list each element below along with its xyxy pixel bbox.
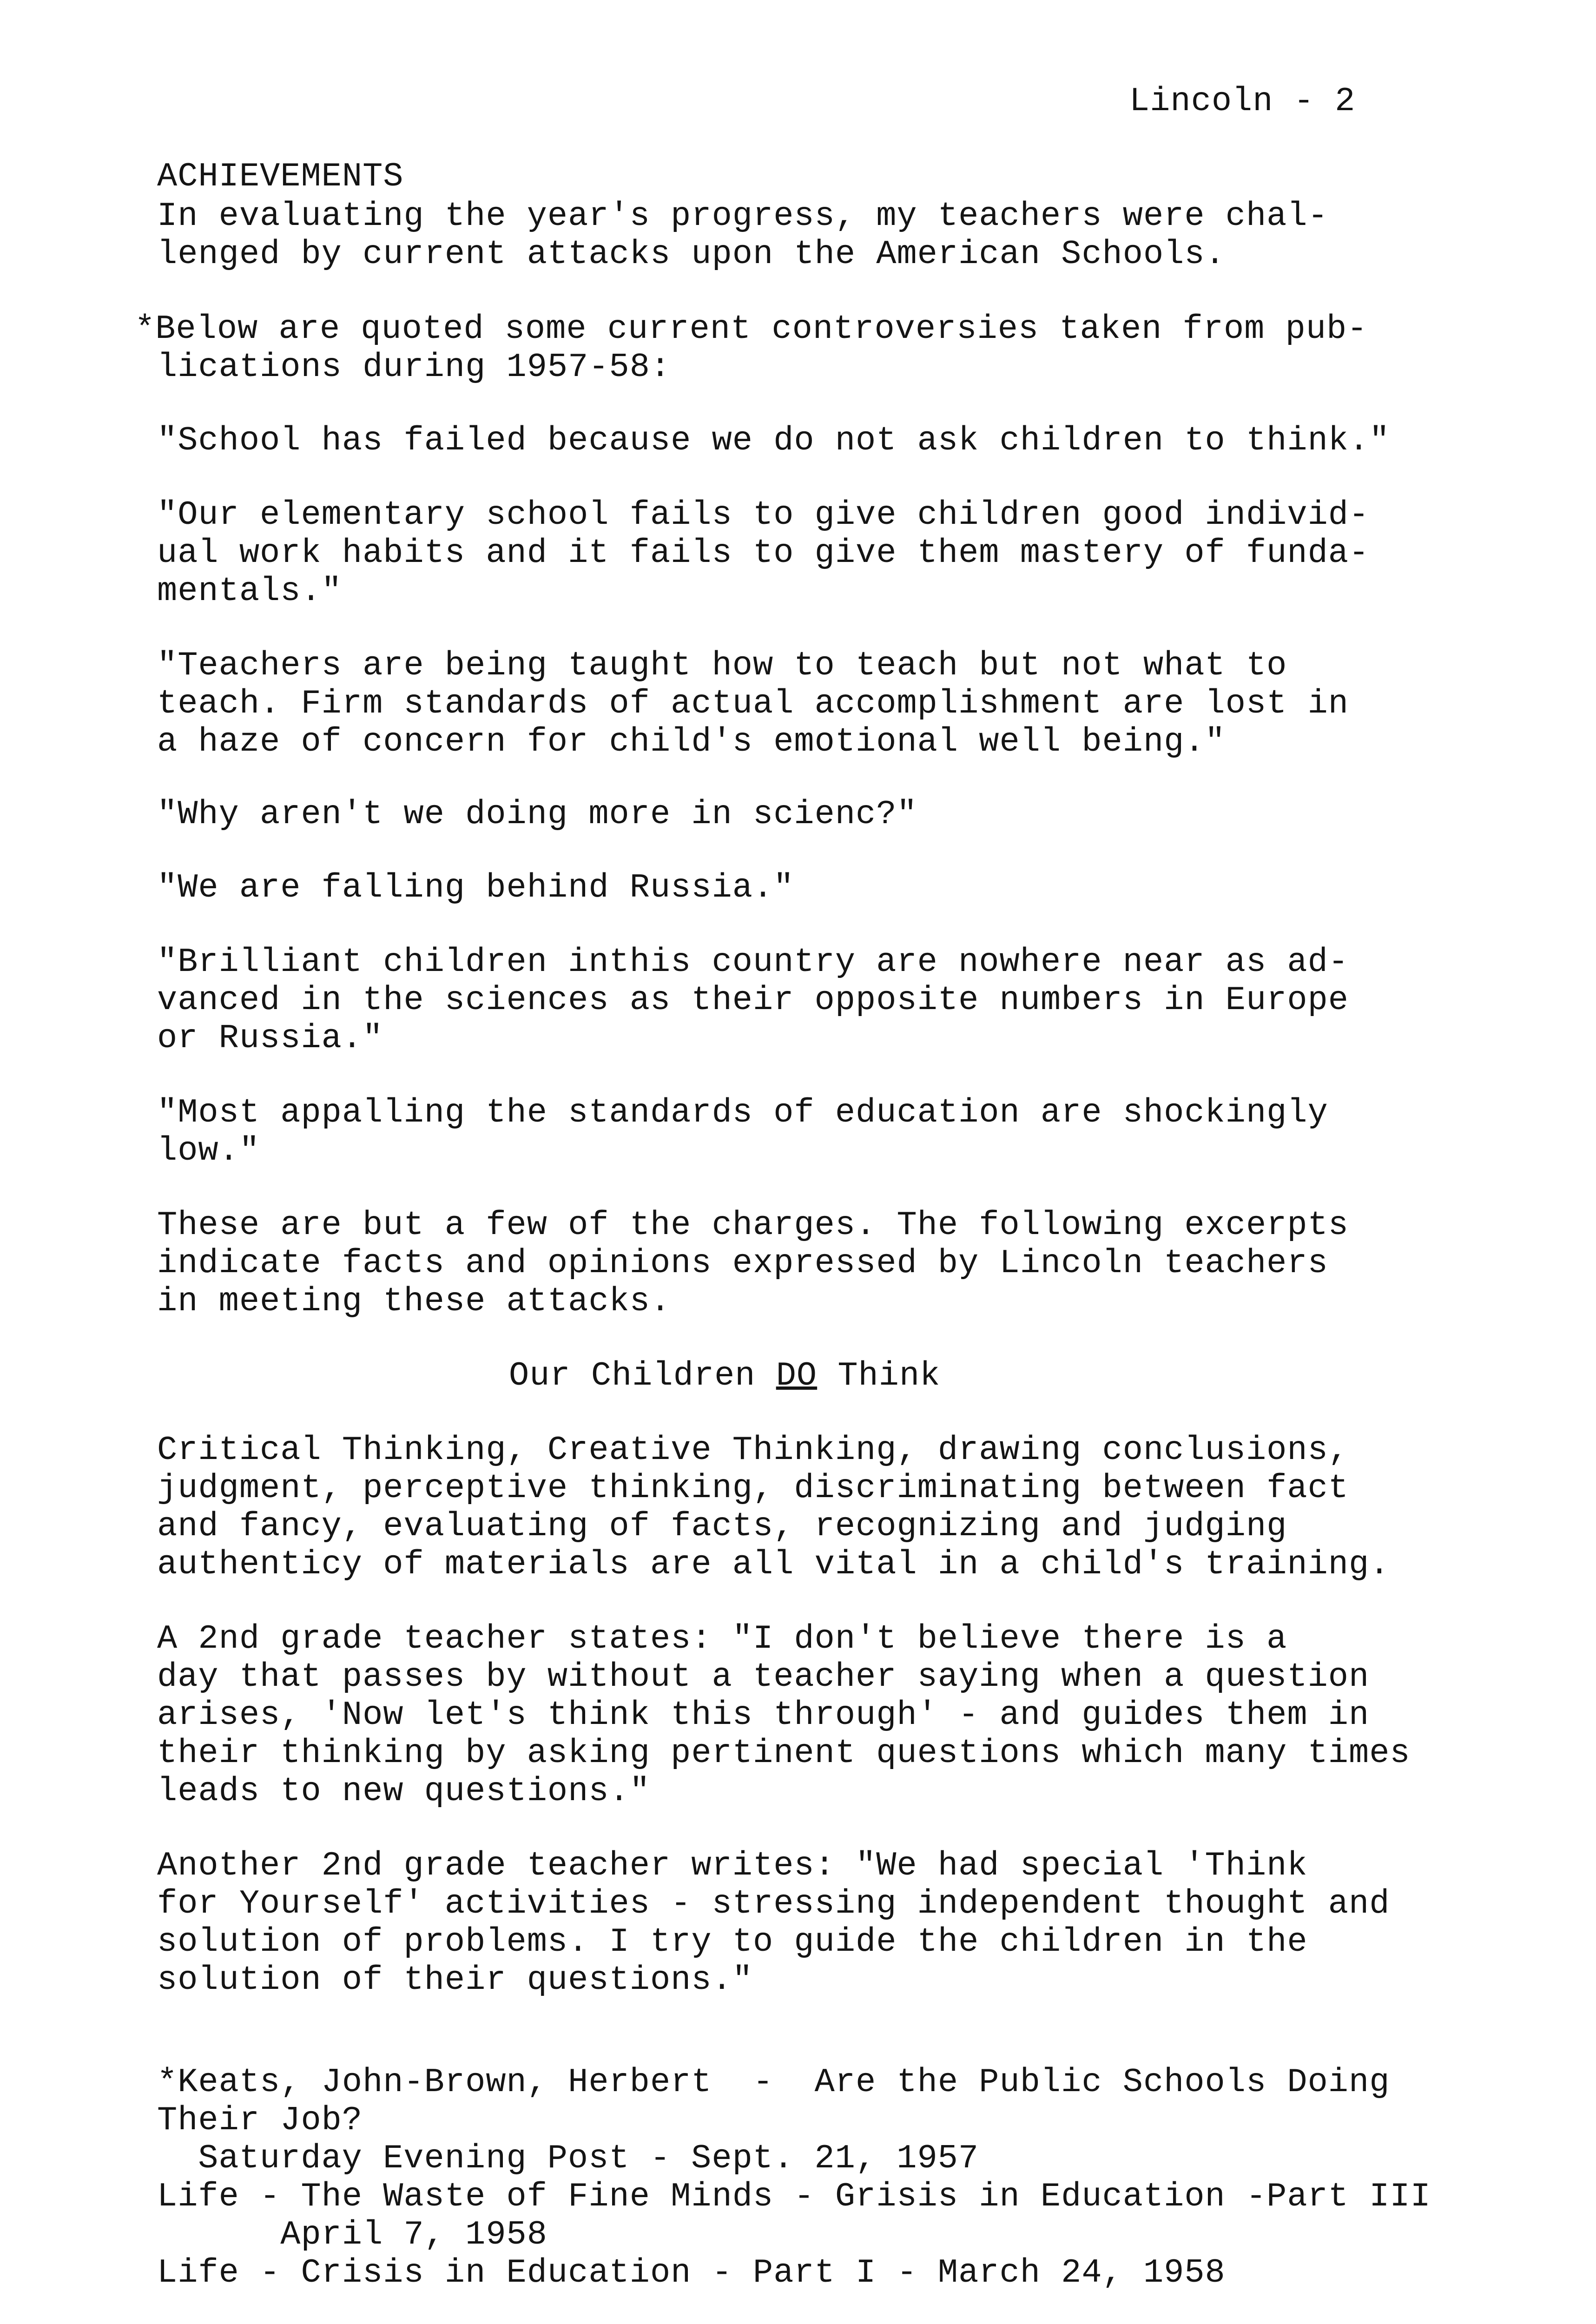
text-line: Another 2nd grade teacher writes: "We had special 'Think <box>157 1847 1308 1885</box>
footnote-line: Life - Crisis in Education - Part I - March 24, 1958 <box>157 2254 1226 2292</box>
text-line: teach. Firm standards of actual accomplishment are lost in <box>157 685 1349 723</box>
text-line: These are but a few of the charges. The following excerpts <box>157 1206 1349 1244</box>
text-line: or Russia." <box>157 1019 383 1057</box>
subheading <box>509 1357 940 1394</box>
text-line: In evaluating the year's progress, my teachers were chal- <box>157 197 1328 235</box>
text-line: in meeting these attacks. <box>157 1282 671 1320</box>
text-line: "Our elementary school fails to give children good individ- <box>157 496 1370 534</box>
text-line: "We are falling behind Russia." <box>157 869 794 907</box>
text-line: authenticy of materials are all vital in a child's training. <box>157 1545 1390 1584</box>
text-line: vanced in the sciences as their opposite numbers in Europe <box>157 981 1349 1019</box>
text-line: their thinking by asking pertinent questions which many times <box>157 1734 1411 1772</box>
text-line: "School has failed because we do not ask children to think." <box>157 422 1390 460</box>
text-line: a haze of concern for child's emotional well being." <box>157 723 1226 761</box>
footnote-line: *Keats, John-Brown, Herbert - Are the Public Schools Doing <box>157 2063 1390 2101</box>
text-line: solution of their questions." <box>157 1961 753 1999</box>
text-line: and fancy, evaluating of facts, recognizing and judging <box>157 1507 1287 1545</box>
text-line: day that passes by without a teacher saying when a question <box>157 1658 1370 1696</box>
footnote-line: Life - The Waste of Fine Minds - Grisis in Education -Part III <box>157 2178 1431 2216</box>
text-line: "Why aren't we doing more in scienc?" <box>157 795 917 833</box>
text-line: arises, 'Now let's think this through' - and guides them in <box>157 1696 1370 1734</box>
text-line: lications during 1957-58: <box>157 348 671 386</box>
text-line: Critical Thinking, Creative Thinking, drawing conclusions, <box>157 1431 1349 1469</box>
text-line: judgment, perceptive thinking, discriminating between fact <box>157 1469 1349 1507</box>
text-line: ual work habits and it fails to give them mastery of funda- <box>157 534 1370 572</box>
text-line: indicate facts and opinions expressed by Lincoln teachers <box>157 1244 1328 1282</box>
text-line: A 2nd grade teacher states: "I don't believe there is a <box>157 1620 1287 1658</box>
text-line: lenged by current attacks upon the American Schools. <box>157 235 1226 273</box>
text-line: "Most appalling the standards of education are shockingly <box>157 1094 1328 1132</box>
text-line: *Below are quoted some current controversies taken from pub- <box>135 310 1368 348</box>
subheading-after: Think <box>817 1357 941 1395</box>
text-line: low." <box>157 1132 260 1170</box>
subheading-before: Our Children <box>509 1357 776 1395</box>
text-line: "Brilliant children inthis country are nowhere near as ad- <box>157 943 1349 981</box>
text-line: mentals." <box>157 572 342 610</box>
section-heading: ACHIEVEMENTS <box>157 158 404 196</box>
text-line: for Yourself' activities - stressing independent thought and <box>157 1885 1390 1923</box>
footnote-line: Saturday Evening Post - Sept. 21, 1957 <box>178 2139 979 2178</box>
text-line: solution of problems. I try to guide the children in the <box>157 1923 1308 1961</box>
footnote-line: Their Job? <box>157 2101 363 2139</box>
text-line: "Teachers are being taught how to teach but not what to <box>157 647 1287 685</box>
text-line: leads to new questions." <box>157 1772 650 1810</box>
page-header: Lincoln - 2 <box>1129 82 1356 120</box>
subheading-emphasis: DO <box>776 1357 818 1395</box>
footnote-line: April 7, 1958 <box>157 2216 547 2254</box>
